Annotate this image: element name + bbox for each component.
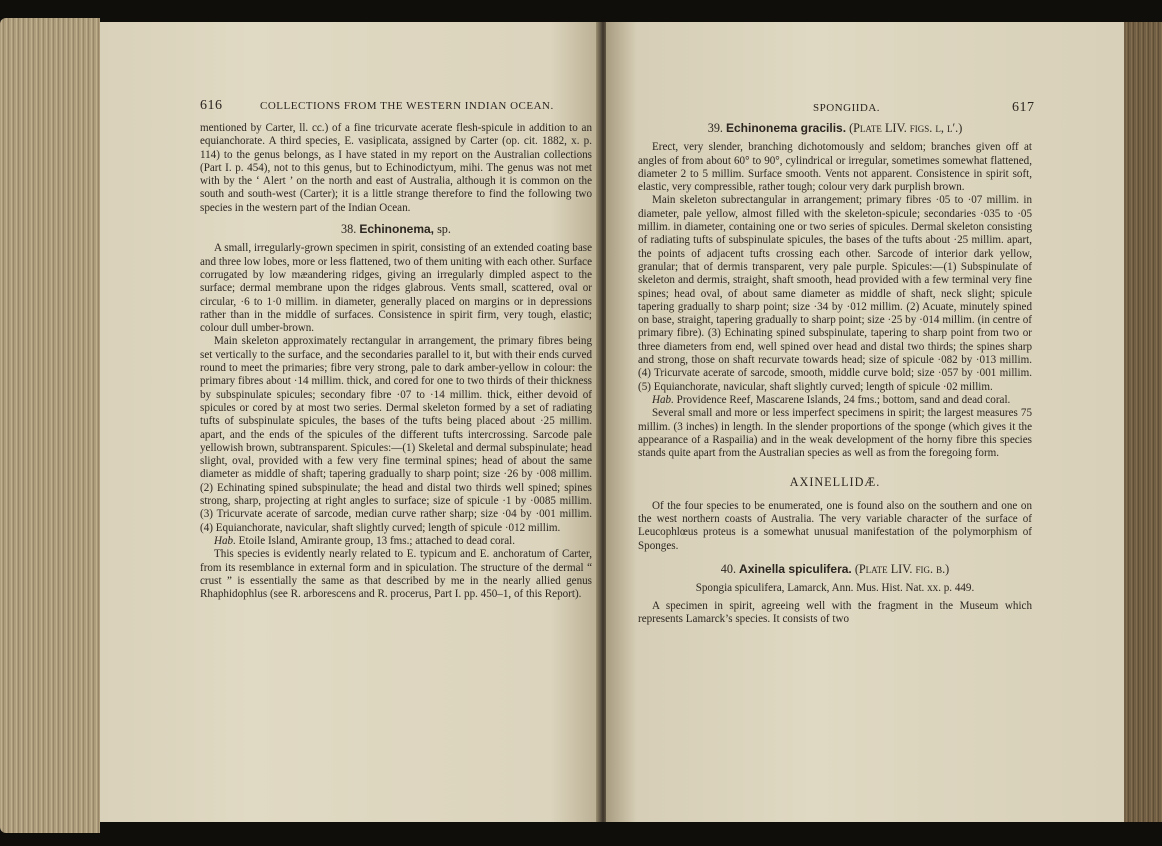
species-40-synonym: Spongia spiculifera, Lamarck, Ann. Mus. Hist. Nat. xx. p. 449. bbox=[695, 582, 975, 595]
species-39-habitat: Hab. Providence Reef, Mascarene Islands, 24 fms.; bottom, sand and dead coral. bbox=[652, 393, 1011, 406]
left-page-number: 616 bbox=[200, 98, 223, 113]
species-40-heading: 40. Axinella spiculifera. (Plate LIV. fig. b.) bbox=[720, 561, 950, 576]
left-running-head: COLLECTIONS FROM THE WESTERN INDIAN OCEAN. bbox=[260, 100, 554, 112]
right-text-column bbox=[638, 120, 1032, 626]
species-39-description: Erect, very slender, branching dichotomously and seldom; branches given off at angles of from about 60° to 90°, cylindrical or irregular, sometimes somewhat flattened, diameter 2 to 5 millim. Surface smooth. Vents not apparent. Consistence in spirit soft, elastic, very compressible, rather tough; colour very dark purplish brown. bbox=[638, 141, 1032, 194]
left-page bbox=[100, 22, 600, 822]
family-heading: AXINELLIDÆ. bbox=[789, 475, 881, 490]
left-intro-paragraph: mentioned by Carter, ll. cc.) of a fine tricurvate acerate flesh-spicule in addition to an equianchorate. A third species, E. vasiplicata, assigned by Carter (op. cit. 1882, x. p. 114) to the genus belongs, as I have stated in my report on the Australian collections (Part I. p. 454), not to this genus, but to Echinodictyum, mihi. The genus was not met with by the ‘ Alert ’ on the north and east of Australia, although it is common on the south and south-west (Carter); it is a little strange therefore to find the following two species in the western part of the Indian Ocean. bbox=[200, 122, 592, 214]
species-38-remarks: This species is evidently nearly related to E. typicum and E. anchoratum of Carter, from its resemblance in external form and in spiculation. The structure of the dermal “ crust ” is essentially the same as that described by me in the nearly allied genus Rhaphidophlus (see R. arborescens and R. procerus, Part I. pp. 450–1, of this Report). bbox=[200, 548, 592, 601]
species-39-heading: 39. Echinonema gracilis. (Plate LIV. figs. l, l′.) bbox=[707, 121, 963, 135]
right-page-number: 617 bbox=[1012, 100, 1035, 115]
species-38-heading: 38. Echinonema, sp. bbox=[341, 222, 451, 237]
species-38-skeleton: Main skeleton approximately rectangular in arrangement, the primary fibres being set vertically to the surface, and the secondaries parallel to it, but with their ends curved round to meet the primaries; fibre very strong, pale to dark amber-yellow in colour: the primary fibres about ·14 millim. thick, and cored for one to two thirds of their thickness by subspinulate spicules; secondary fibre ·07 to ·14 millim. thick, either devoid of spicules or cored by at most two series. Dermal skeleton formed by a set of radiating tufts of subspinulate spicules, the bases of the tufts being placed about ·25 millim. apart, and the ends of the spicules of the different tufts intercrossing. Sarcode pale yellowish brown, subtransparent. Spicules:—(1) Skeletal and dermal subspinulate; head slight, oval, provided with a few very fine terminal spines; head of about the same diameter as middle of shaft; tapering gradually to sharp point; size ·26 by ·008 millim. (2) Echinating spined subspinulate; the head and distal two thirds well spined; spines strong, sharp, projecting at right angles to surface; size of spicule ·1 by ·0085 millim. (3) Tricurvate acerate of sarcode, median curve rather sharp; size ·04 by ·001 millim. (4) Equianchorate, navicular, shaft slightly curved; length of spicule ·012 millim. bbox=[200, 335, 592, 534]
species-39-remarks: Several small and more or less imperfect specimens in spirit; the largest measures 75 millim. (3 inches) in length. In the slender proportions of the sponge (which gives it the appearance of a Raspailia) and in the weak development of the horny fibre this species stands quite apart from the Australian species as well as from the foregoing form. bbox=[638, 407, 1032, 460]
right-page-edges bbox=[1120, 22, 1162, 822]
family-intro: Of the four species to be enumerated, one is found also on the southern and one on the west northern coasts of Australia. The very variable character of the surface of Leucophlœus proteus is a somewhat unusual manifestation of the polymorphism of Sponges. bbox=[638, 499, 1032, 552]
left-text-column bbox=[200, 122, 592, 601]
left-page-edges bbox=[0, 18, 100, 833]
species-40-description: A specimen in spirit, agreeing well with the fragment in the Museum which represents Lamarck’s species. It consists of two bbox=[638, 599, 1032, 625]
species-39-skeleton: Main skeleton subrectangular in arrangement; primary fibres ·05 to ·07 millim. in diameter, pale yellow, almost filled with the skeleton-spicule; secondaries ·035 to ·05 millim. in diameter, containing one or two series of spicules. Dermal skeleton consisting of radiating tufts of subspinulate spicules, the bases of the tufts about ·25 millim. apart, the points of adjacent tufts crossing each other. Sarcode of interior dark yellow, granular; that of dermis transparent, very pale purple. Spicules:—(1) Subspinulate of skeleton and dermis, straight, shaft smooth, head provided with a few terminal very fine spines; head oval, of about same diameter as middle of shaft, neck slight; spicule tapering gradually to sharp point; size ·34 by ·012 millim. (2) Acuate, minutely spined on base, straight, tapering gradually to sharp point; size ·25 by ·014 millim. (in centre of primary fibre). (3) Echinating spined subspinulate, tapering to sharp point from two or three diameters from end, well spined over head and distal two thirds; the spines sharp and strong, those on shaft recurvate towards head; size of spicule ·082 by ·013 millim. (4) Tricurvate acerate of sarcode, smooth, middle curve bold; size ·057 by ·001 millim. (5) Equianchorate, navicular, shaft slightly curved; length of spicule ·02 millim. bbox=[638, 194, 1032, 393]
right-running-head: SPONGIIDA. bbox=[813, 102, 881, 114]
species-38-habitat: Hab. Etoile Island, Amirante group, 13 fms.; attached to dead coral. bbox=[214, 534, 516, 547]
right-page bbox=[606, 22, 1124, 822]
species-38-description: A small, irregularly-grown specimen in spirit, consisting of an extended coating base and three low lobes, more or less flattened, two of them uniting with each other. Surface corrugated by low mæandering ridges, giving an irregularly dimpled aspect to the surface; dermal membrane upon the ridges glabrous. Vents small, scattered, oval or circular, ·6 to 1·0 millim. in diameter, generally placed on margins or in depressions rather than in the middle of surfaces. Consistence in spirit firm, very tough, elastic; colour dull umber-brown. bbox=[200, 242, 592, 335]
